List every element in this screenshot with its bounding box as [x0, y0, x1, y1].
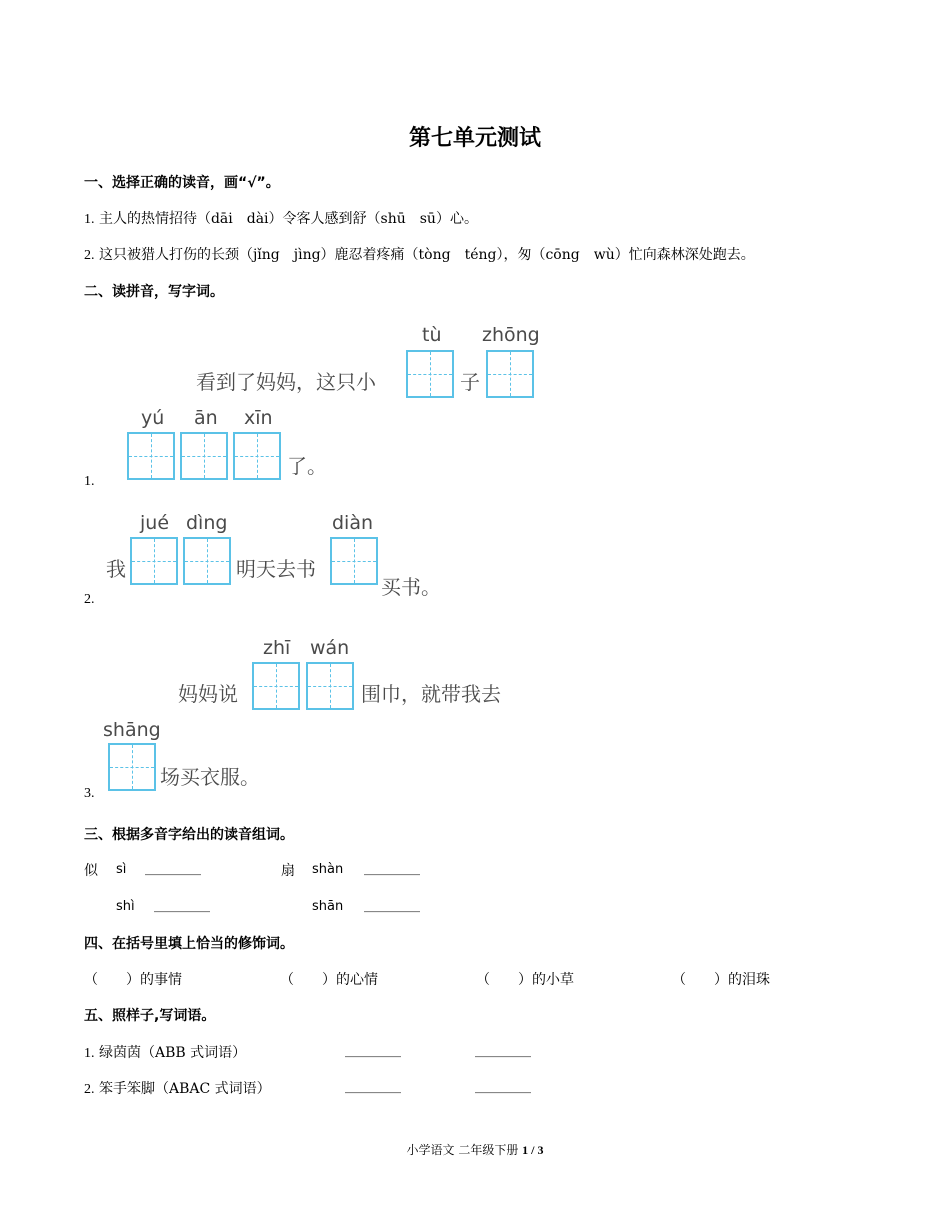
reading-shi: shì [116, 899, 135, 914]
reading-si: sì [116, 862, 127, 877]
question-5-1: 1. 绿茵茵（ABB 式词语） [84, 1045, 247, 1061]
modifier-item-2[interactable]: （ ）的心情 [280, 972, 378, 988]
section-5-heading: 五、照样子,写词语。 [84, 1008, 216, 1024]
blank-5-2-b[interactable]: ________ [475, 1078, 531, 1094]
sentence-1-lead: 看到了妈妈，这只小 [196, 370, 376, 394]
question-1-2: 2. 这只被猎人打伤的长颈（jǐng jìng）鹿忍着疼痛（tòng téng），匆（cōng wù）忙向森林深处跑去。 [84, 247, 755, 263]
pinyin-tu: tù [422, 324, 442, 346]
char-shan: 扇 [281, 863, 295, 879]
section-4-heading: 四、在括号里填上恰当的修饰词。 [84, 936, 294, 952]
section-1-heading: 一、选择正确的读音，画“√”。 [84, 175, 280, 191]
writing-box-zhi[interactable] [252, 662, 300, 710]
blank-5-1-b[interactable]: ________ [475, 1042, 531, 1058]
blank-shan-1[interactable]: ________ [364, 897, 420, 913]
question-2-3-number: 3. [84, 786, 95, 801]
pinyin-zhong: zhōng [482, 324, 540, 346]
blank-shi[interactable]: ________ [154, 897, 210, 913]
sentence-3-tail: 场买衣服。 [160, 765, 260, 789]
pinyin-dian: diàn [332, 512, 374, 534]
pinyin-wan: wán [310, 637, 350, 659]
blank-shan-4[interactable]: ________ [364, 860, 420, 876]
sentence-2-mid: 明天去书 [236, 557, 316, 581]
modifier-item-3[interactable]: （ ）的小草 [476, 972, 574, 988]
sentence-3-mid: 围巾，就带我去 [361, 682, 501, 706]
reading-shan-4: shàn [312, 862, 344, 877]
blank-5-2-a[interactable]: ________ [345, 1078, 401, 1094]
page-title: 第七单元测试 [408, 126, 541, 151]
reading-shan-1: shān [312, 899, 344, 914]
section-2-heading: 二、读拼音，写字词。 [84, 284, 224, 300]
modifier-item-1[interactable]: （ ）的事情 [84, 972, 182, 988]
sentence-2-tail: 买书。 [381, 575, 441, 599]
pinyin-jue: jué [140, 512, 170, 534]
page-number: 1 / 3 [522, 1143, 544, 1157]
pinyin-yu: yú [141, 407, 165, 429]
question-5-2: 2. 笨手笨脚（ABAC 式词语） [84, 1081, 271, 1097]
page-footer: 小学语文 二年级下册 1 / 3 [406, 1143, 544, 1157]
writing-box-ding[interactable] [183, 537, 231, 585]
writing-box-jue[interactable] [130, 537, 178, 585]
sentence-1-mid: 子 [460, 370, 480, 394]
sentence-1-tail: 了。 [287, 454, 327, 478]
writing-box-zhong[interactable] [486, 350, 534, 398]
question-1-1: 1. 主人的热情招待（dāi dài）令客人感到舒（shū sū）心。 [84, 211, 478, 227]
modifier-item-4[interactable]: （ ）的泪珠 [672, 972, 770, 988]
writing-box-wan[interactable] [306, 662, 354, 710]
sentence-3-lead: 妈妈说 [178, 682, 238, 706]
question-2-2-number: 2. [84, 592, 95, 607]
pinyin-an: ān [194, 407, 218, 429]
pinyin-zhi: zhī [263, 637, 291, 659]
pinyin-xin: xīn [244, 407, 273, 429]
sentence-2-lead: 我 [106, 557, 126, 581]
blank-5-1-a[interactable]: ________ [345, 1042, 401, 1058]
blank-si[interactable]: ________ [145, 860, 201, 876]
pinyin-shang: shāng [103, 719, 161, 741]
char-si: 似 [84, 863, 98, 879]
writing-box-yu[interactable] [127, 432, 175, 480]
writing-box-dian[interactable] [330, 537, 378, 585]
writing-box-xin[interactable] [233, 432, 281, 480]
section-3-heading: 三、根据多音字给出的读音组词。 [84, 827, 294, 843]
writing-box-tu[interactable] [406, 350, 454, 398]
question-2-1-number: 1. [84, 474, 95, 489]
pinyin-ding: dìng [186, 512, 228, 534]
writing-box-shang[interactable] [108, 743, 156, 791]
writing-box-an[interactable] [180, 432, 228, 480]
